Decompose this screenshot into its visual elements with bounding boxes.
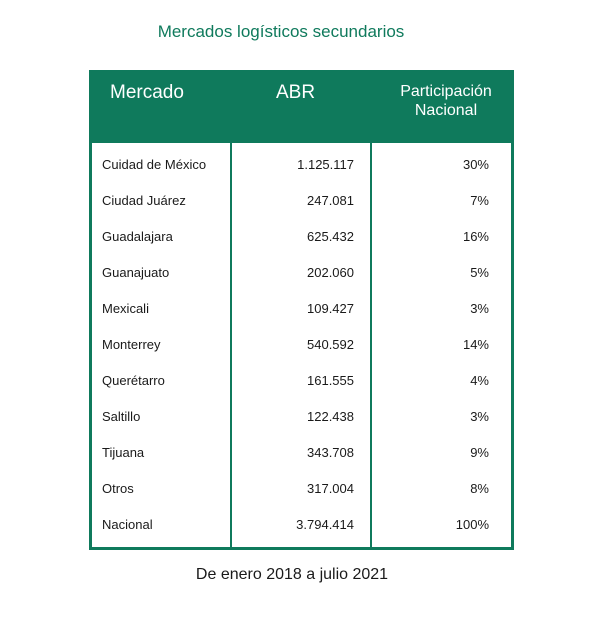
header-participacion: Participación Nacional xyxy=(400,83,492,119)
cell-abr: 343.708 xyxy=(307,445,354,460)
cell-mercado: Guadalajara xyxy=(102,229,173,244)
cell-mercado: Nacional xyxy=(102,517,153,532)
cell-abr: 247.081 xyxy=(307,193,354,208)
table-row xyxy=(92,399,511,435)
cell-abr: 317.004 xyxy=(307,481,354,496)
cell-mercado: Saltillo xyxy=(102,409,141,424)
cell-mercado: Otros xyxy=(102,481,134,496)
cell-participacion: 8% xyxy=(470,481,489,496)
cell-participacion: 9% xyxy=(470,445,489,460)
table-row xyxy=(92,147,511,183)
table-row xyxy=(92,507,511,543)
table-row xyxy=(92,327,511,363)
cell-mercado: Cuidad de México xyxy=(102,157,207,172)
cell-abr: 1.125.117 xyxy=(297,157,354,172)
cell-abr: 3.794.414 xyxy=(296,517,354,532)
market-table xyxy=(89,70,514,550)
cell-mercado: Guanajuato xyxy=(102,265,170,280)
cell-abr: 625.432 xyxy=(307,229,354,244)
cell-participacion: 30% xyxy=(462,157,489,172)
cell-abr: 122.438 xyxy=(307,409,354,424)
cell-participacion: 100% xyxy=(455,517,489,532)
cell-abr: 109.427 xyxy=(307,301,354,316)
table-row xyxy=(92,219,511,255)
cell-participacion: 3% xyxy=(470,409,489,424)
chart-title: Mercados logísticos secundarios xyxy=(157,22,405,41)
cell-abr: 202.060 xyxy=(307,265,354,280)
cell-mercado: Monterrey xyxy=(102,337,161,352)
table-row xyxy=(92,363,511,399)
cell-mercado: Ciudad Juárez xyxy=(102,193,186,208)
header-abr: ABR xyxy=(276,82,316,103)
cell-abr: 161.555 xyxy=(307,373,354,388)
cell-participacion: 3% xyxy=(470,301,489,316)
table-header xyxy=(92,73,511,143)
cell-abr: 540.592 xyxy=(307,337,354,352)
cell-participacion: 14% xyxy=(462,337,489,352)
cell-participacion: 16% xyxy=(462,229,489,244)
table-row xyxy=(92,471,511,507)
cell-participacion: 4% xyxy=(470,373,489,388)
cell-participacion: 7% xyxy=(470,193,489,208)
date-range-note: De enero 2018 a julio 2021 xyxy=(195,566,389,583)
cell-participacion: 5% xyxy=(470,265,489,280)
header-mercado: Mercado xyxy=(110,82,184,103)
cell-mercado: Mexicali xyxy=(102,301,149,316)
cell-mercado: Querétarro xyxy=(102,373,165,388)
table-row xyxy=(92,435,511,471)
table-row xyxy=(92,255,511,291)
cell-mercado: Tijuana xyxy=(102,445,145,460)
table-row xyxy=(92,183,511,219)
table-row xyxy=(92,291,511,327)
